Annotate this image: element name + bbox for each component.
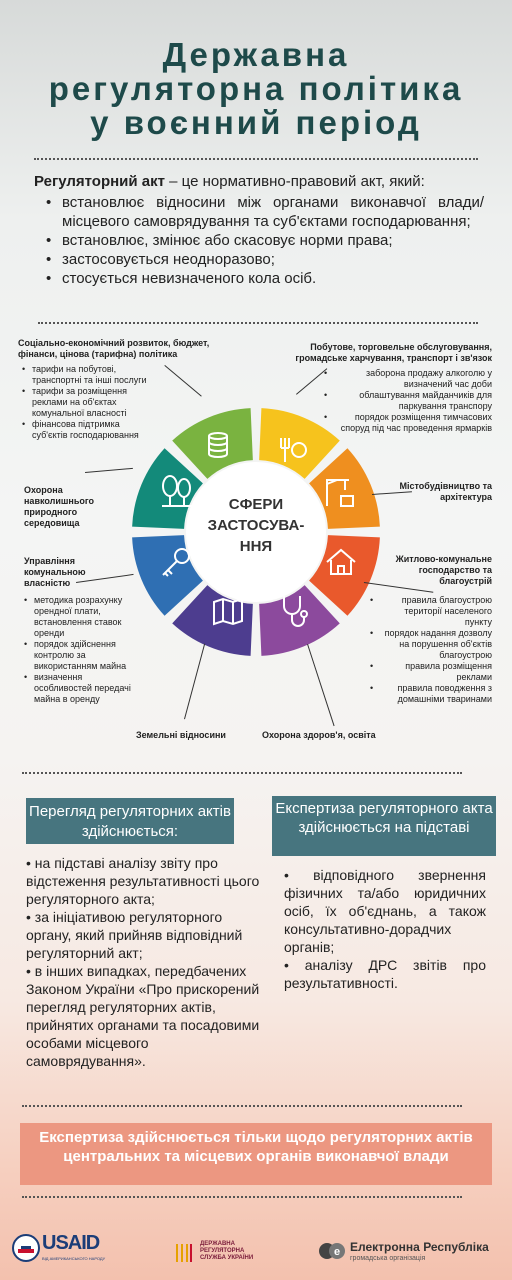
drs-emblem-icon bbox=[174, 1242, 194, 1264]
sphere-title: Соціально-економічний розвиток, бюджет, фінанси, цінова (тарифна) політика bbox=[18, 338, 210, 359]
list-item: • визначення особливостей передачі майна в оренду bbox=[24, 672, 134, 705]
list-item: • аналізу ДРС звітів про результативності. bbox=[284, 957, 486, 991]
list-item: • порядок надання дозволу на порушення об'єктів благоустрою bbox=[380, 628, 492, 661]
sphere-title: Управління комунальною власністю bbox=[24, 556, 86, 588]
sphere-list bbox=[380, 595, 492, 705]
review-banner: Перегляд регуляторних актів здійснюється: bbox=[26, 798, 234, 844]
title-line-3: у воєнний період bbox=[90, 104, 422, 141]
definition-list bbox=[34, 193, 484, 288]
list-item: • за ініціативою регуляторного органу, який прийняв відповідний регуляторний акт; bbox=[26, 909, 243, 961]
wheel-center-line-1: СФЕРИ bbox=[228, 496, 284, 513]
sphere-land bbox=[136, 730, 246, 741]
sphere-title: Охорона навколишнього природного середовища bbox=[24, 485, 94, 528]
expertise-banner: Експертиза регуляторного акта здійснюється на підставі bbox=[272, 796, 496, 856]
usaid-seal-icon bbox=[12, 1234, 40, 1262]
usaid-text: USAID bbox=[42, 1232, 100, 1254]
e-republic-name: Електронна Республіка bbox=[350, 1240, 489, 1254]
list-item: • заборона продажу алкоголю у визначений час доби bbox=[334, 368, 492, 390]
title-line-2: регуляторна політика bbox=[48, 70, 464, 107]
sphere-title: Охорона здоров'я, освіта bbox=[262, 730, 376, 740]
sphere-list bbox=[22, 364, 152, 441]
list-item: • правила благоустрою території населеного пункту bbox=[380, 595, 492, 628]
note-text: Експертиза здійснюється тільки щодо регуляторних актів центральних та місцевих органів виконавчої влади bbox=[39, 1129, 473, 1165]
list-item: • встановлює, змінює або скасовує норми права; bbox=[62, 231, 484, 250]
divider bbox=[22, 1196, 462, 1198]
divider bbox=[22, 1105, 462, 1107]
definition-block bbox=[34, 172, 484, 288]
connector-line bbox=[85, 468, 133, 473]
sphere-urban bbox=[388, 481, 492, 503]
list-item: • відповідного звернення фізичних та/або юридичних осіб, їх об'єднань, а також консультативно-дорадчих органів; bbox=[284, 867, 486, 955]
list-item: • застосовується неодноразово; bbox=[62, 250, 484, 269]
list-item: • фінансова підтримка суб'єктів господарювання bbox=[22, 419, 152, 441]
sphere-title: Містобудівництво та архітектура bbox=[399, 481, 492, 502]
list-item: • в інших випадках, передбачених Законом України «Про прискорений перегляд регуляторних актів, прийнятих органами та посадовими особами місцевого самоврядування». bbox=[26, 963, 260, 1069]
note-banner bbox=[20, 1123, 492, 1185]
list-item: • порядок здійснення контролю за використанням майна bbox=[24, 639, 134, 672]
drs-line-2: РЕГУЛЯТОРНА bbox=[200, 1248, 245, 1254]
wheel-center-line-3: ННЯ bbox=[239, 538, 273, 555]
list-item: • правила поводження з домашніми тваринами bbox=[380, 683, 492, 705]
list-item: • облаштування майданчиків для паркування транспору bbox=[334, 390, 492, 412]
sphere-title: Земельні відносини bbox=[136, 730, 226, 740]
sphere-title: Побутове, торговельне обслуговування, громадське харчування, транспорт і зв'язок bbox=[295, 342, 492, 363]
page-title bbox=[0, 38, 512, 140]
sphere-services bbox=[276, 342, 492, 434]
divider bbox=[22, 772, 462, 774]
e-republic-icon bbox=[318, 1242, 346, 1260]
drs-line-1: ДЕРЖАВНА bbox=[200, 1241, 235, 1247]
sphere-environment bbox=[24, 485, 108, 529]
list-item: • правила розміщення реклами bbox=[380, 661, 492, 683]
divider bbox=[34, 158, 478, 160]
sphere-property bbox=[24, 556, 134, 705]
list-item: • порядок розміщення тимчасових споруд під час проведення ярмарків bbox=[334, 412, 492, 434]
e-republic-sub: громадська організація bbox=[350, 1255, 426, 1262]
e-republic-logo bbox=[318, 1240, 504, 1268]
list-item: • на підставі аналізу звіту про відстеження результативності цього регуляторного акта; bbox=[26, 855, 260, 907]
drs-logo bbox=[174, 1240, 284, 1270]
title-line-1: Державна bbox=[162, 36, 350, 73]
drs-text bbox=[200, 1241, 253, 1262]
list-item: • тарифи на побутові, транспортні та інші послуги bbox=[22, 364, 152, 386]
divider bbox=[38, 322, 478, 324]
definition: – це нормативно-правовий акт, який: bbox=[165, 173, 425, 190]
sphere-health bbox=[262, 730, 382, 741]
wheel-center-line-2: ЗАСТОСУВА- bbox=[207, 517, 305, 534]
drs-line-3: СЛУЖБА УКРАЇНИ bbox=[200, 1255, 254, 1261]
list-item: • методика розрахунку орендної плати, встановлення ставок оренди bbox=[24, 595, 134, 639]
list-item: • встановлює відносини між органами виконавчої влади/місцевого самоврядування та суб'єктами господарювання; bbox=[62, 193, 484, 231]
term: Регуляторний акт bbox=[34, 173, 165, 190]
sphere-housing bbox=[380, 554, 492, 705]
spheres-wheel bbox=[130, 406, 382, 658]
sphere-list bbox=[24, 595, 134, 705]
sphere-economy bbox=[18, 338, 250, 441]
list-item: • стосується невизначеного кола осіб. bbox=[62, 269, 484, 288]
list-item: • тарифи за розміщення реклами на об'єктах комунальної власності bbox=[22, 386, 152, 419]
svg-text:e: e bbox=[333, 1246, 341, 1258]
usaid-logo bbox=[12, 1232, 122, 1266]
sphere-title: Житлово-комунальне господарство та благоустрій bbox=[395, 554, 492, 586]
sphere-list bbox=[334, 368, 492, 434]
usaid-subtext: ВІД АМЕРИКАНСЬКОГО НАРОДУ bbox=[42, 1256, 106, 1261]
review-list bbox=[26, 854, 270, 1070]
expertise-list bbox=[284, 866, 486, 992]
